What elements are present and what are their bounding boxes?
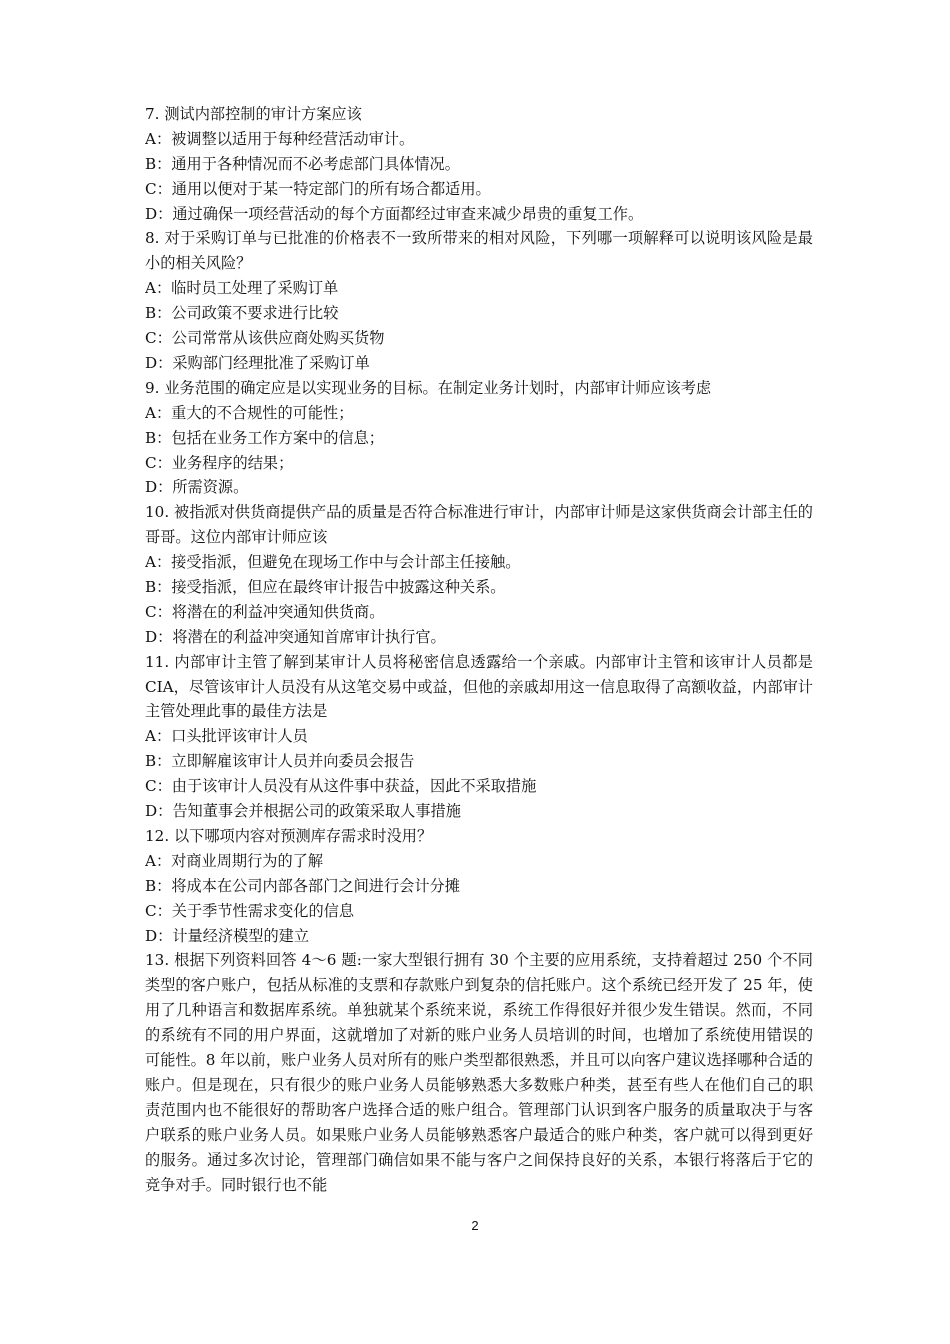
option-a: A：重大的不合规性的可能性； [145, 403, 354, 422]
question-stem: 11. 内部审计主管了解到某审计人员将秘密信息透露给一个亲戚。内部审计主管和该审计人员都是 CIA，尽管该审计人员没有从这笔交易中或益，但他的亲戚却用这一信息取得了高额收益，内部审计主管处理此事的最佳方法是 [145, 652, 813, 721]
option-c: C：通用以便对于某一特定部门的所有场合都适用。 [145, 179, 491, 198]
option-a: A：临时员工处理了采购订单 [145, 279, 339, 298]
option-d: D：通过确保一项经营活动的每个方面都经过审查来减少昂贵的重复工作。 [145, 204, 644, 223]
option-b: B：立即解雇该审计人员并向委员会报告 [145, 752, 415, 771]
option-a: A：接受指派，但避免在现场工作中与会计部主任接触。 [145, 553, 521, 572]
question-13 [145, 948, 813, 1197]
option-d: D：将潜在的利益冲突通知首席审计执行官。 [145, 627, 446, 646]
question-10 [145, 500, 813, 649]
option-b: B：包括在业务工作方案中的信息； [145, 428, 384, 447]
option-c: C：关于季节性需求变化的信息 [145, 901, 355, 920]
question-8 [145, 226, 813, 375]
option-d: D：告知董事会并根据公司的政策采取人事措施 [145, 802, 461, 821]
option-c: C：公司常常从该供应商处购买货物 [145, 329, 385, 348]
option-c: C：将潜在的利益冲突通知供货商。 [145, 602, 385, 621]
option-b: B：接受指派，但应在最终审计报告中披露这种关系。 [145, 577, 506, 596]
question-12 [145, 824, 813, 948]
question-stem: 9. 业务范围的确定应是以实现业务的目标。在制定业务计划时，内部审计师应该考虑 [145, 378, 712, 397]
question-list [145, 102, 813, 1197]
question-9 [145, 376, 813, 500]
page-number: 2 [471, 1218, 479, 1233]
option-a: A：被调整以适用于每种经营活动审计。 [145, 129, 415, 148]
question-stem: 12. 以下哪项内容对预测库存需求时没用？ [145, 826, 433, 845]
option-d: D：计量经济模型的建立 [145, 926, 310, 945]
option-c: C：业务程序的结果； [145, 453, 294, 472]
option-a: A：口头批评该审计人员 [145, 727, 308, 746]
question-stem: 10. 被指派对供货商提供产品的质量是否符合标准进行审计，内部审计师是这家供货商会计部主任的哥哥。这位内部审计师应该 [145, 503, 813, 547]
option-d: D：采购部门经理批准了采购订单 [145, 353, 370, 372]
question-7 [145, 102, 813, 226]
question-stem: 8. 对于采购订单与已批准的价格表不一致所带来的相对风险，下列哪一项解释可以说明该风险是最小的相关风险？ [145, 229, 813, 273]
question-11 [145, 650, 813, 824]
option-b: B：将成本在公司内部各部门之间进行会计分摊 [145, 876, 460, 895]
option-d: D：所需资源。 [145, 478, 249, 497]
question-stem: 13. 根据下列资料回答 4～6 题:一家大型银行拥有 30 个主要的应用系统，支持着超过 250 个不同类型的客户账户，包括从标准的支票和存款账户到复杂的信托账户。这个系统已经开发了 25 年，使用了几种语言和数据库系统。单独就某个系统来说，系统工作得很好并很少发生错误。然而，不同的系统有不同的用户界面，这就增加了对新的账户业务人员培训的时间，也增加了系统使用错误的可能性。8 年以前，账户业务人员对所有的账户类型都很熟悉，并且可以向客户建议选择哪种合适的账户。但是现在，只有很少的账户业务人员能够熟悉大多数账户种类，甚至有些人在他们自己的职责范围内也不能很好的帮助客户选择合适的账户组合。管理部门认识到客户服务的质量取决于与客户联系的账户业务人员。如果账户业务人员能够熟悉客户最适合的账户种类，客户就可以得到更好的服务。通过多次讨论，管理部门确信如果不能与客户之间保持良好的关系，本银行将落后于它的竞争对手。同时银行也不能 [145, 951, 813, 1194]
option-b: B：公司政策不要求进行比较 [145, 304, 339, 323]
option-a: A：对商业周期行为的了解 [145, 851, 324, 870]
question-stem: 7. 测试内部控制的审计方案应该 [145, 105, 362, 123]
option-c: C：由于该审计人员没有从这件事中获益，因此不采取措施 [145, 777, 537, 796]
option-b: B：通用于各种情况而不必考虑部门具体情况。 [145, 154, 460, 173]
